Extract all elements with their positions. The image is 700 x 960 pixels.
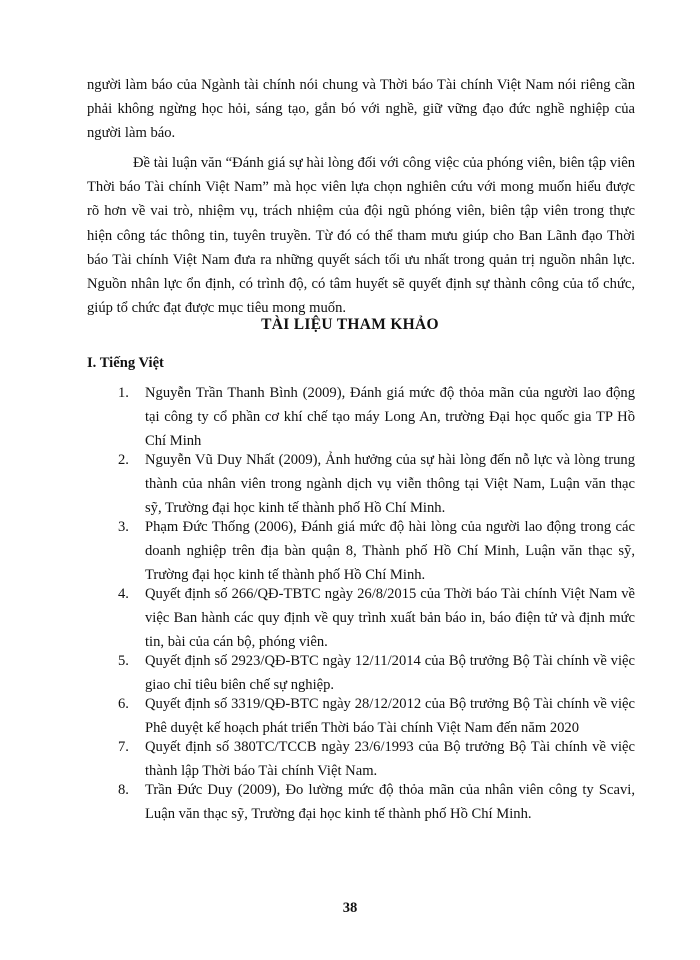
page-number: 38: [342, 900, 358, 916]
section-heading-vietnamese: I. Tiếng Việt: [87, 355, 164, 371]
reference-text: Quyết định số 2923/QĐ-BTC ngày 12/11/2014 của Bộ trưởng Bộ Tài chính về việc giao chỉ tiêu biên chế sự nghiệp.: [145, 653, 635, 694]
reference-text: Quyết định số 380TC/TCCB ngày 23/6/1993 của Bộ trưởng Bộ Tài chính về việc thành lập Thời báo Tài chính Việt Nam.: [145, 739, 635, 780]
reference-number: 4.: [118, 586, 129, 602]
reference-number: 2.: [118, 452, 129, 468]
reference-text: Quyết định số 266/QĐ-TBTC ngày 26/8/2015 của Thời báo Tài chính Việt Nam về việc Ban hành các quy định về quy trình xuất bản báo in, báo điện tử và định mức tin, bài của cán bộ, phóng viên.: [145, 586, 635, 651]
reference-text: Trần Đức Duy (2009), Đo lường mức độ thỏa mãn của nhân viên công ty Scavi, Luận văn thạc sỹ, Trường đại học kinh tế thành phố Hồ Chí Minh.: [145, 782, 635, 823]
reference-number: 1.: [118, 385, 129, 401]
references-heading: TÀI LIỆU THAM KHẢO: [261, 316, 439, 333]
reference-text: Phạm Đức Thống (2006), Đánh giá mức độ hài lòng của người lao động trong các doanh nghiệp trên địa bàn quận 8, Thành phố Hồ Chí Minh, Luận văn thạc sỹ, Trường đại học kinh tế thành phố Hồ Chí Minh.: [145, 519, 635, 584]
reference-number: 8.: [118, 782, 129, 798]
reference-text: Nguyễn Trần Thanh Bình (2009), Đánh giá mức độ thỏa mãn của người lao động tại công ty cổ phần cơ khí chế tạo máy Long An, trường Đại học quốc gia TP Hồ Chí Minh: [145, 385, 635, 450]
reference-number: 5.: [118, 653, 129, 669]
reference-text: Nguyễn Vũ Duy Nhất (2009), Ảnh hưởng của sự hài lòng đến nỗ lực và lòng trung thành của nhân viên trong ngành dịch vụ viễn thông tại Việt Nam, Luận văn thạc sỹ, Trường đại học kinh tế thành phố Hồ Chí Minh.: [145, 452, 635, 517]
body-paragraph-1: người làm báo của Ngành tài chính nói chung và Thời báo Tài chính Việt Nam nói riêng cần phải không ngừng học hỏi, sáng tạo, gắn bó với nghề, giữ vững đạo đức nghề nghiệp của người làm báo.: [87, 77, 635, 142]
reference-number: 6.: [118, 696, 129, 712]
reference-text: Quyết định số 3319/QĐ-BTC ngày 28/12/2012 của Bộ trưởng Bộ Tài chính về việc Phê duyệt kế hoạch phát triển Thời báo Tài chính Việt Nam đến năm 2020: [145, 696, 635, 737]
body-paragraph-2: Đề tài luận văn “Đánh giá sự hài lòng đối với công việc của phóng viên, biên tập viên Thời báo Tài chính Việt Nam” mà học viên lựa chọn nghiên cứu với mong muốn hiểu được rõ hơn về vai trò, nhiệm vụ, trách nhiệm của đội ngũ phóng viên, biên tập viên trong thực hiện công tác thông tin, tuyên truyền. Từ đó có thể tham mưu giúp cho Ban Lãnh đạo Thời báo Tài chính Việt Nam đưa ra những quyết sách tối ưu nhất trong quản trị nguồn nhân lực. Nguồn nhân lực ổn định, có trình độ, có tâm huyết sẽ quyết định sự thành công của tổ chức, giúp tổ chức đạt được mục tiêu mong muốn.: [87, 155, 635, 317]
reference-number: 7.: [118, 739, 129, 755]
reference-number: 3.: [118, 519, 129, 535]
